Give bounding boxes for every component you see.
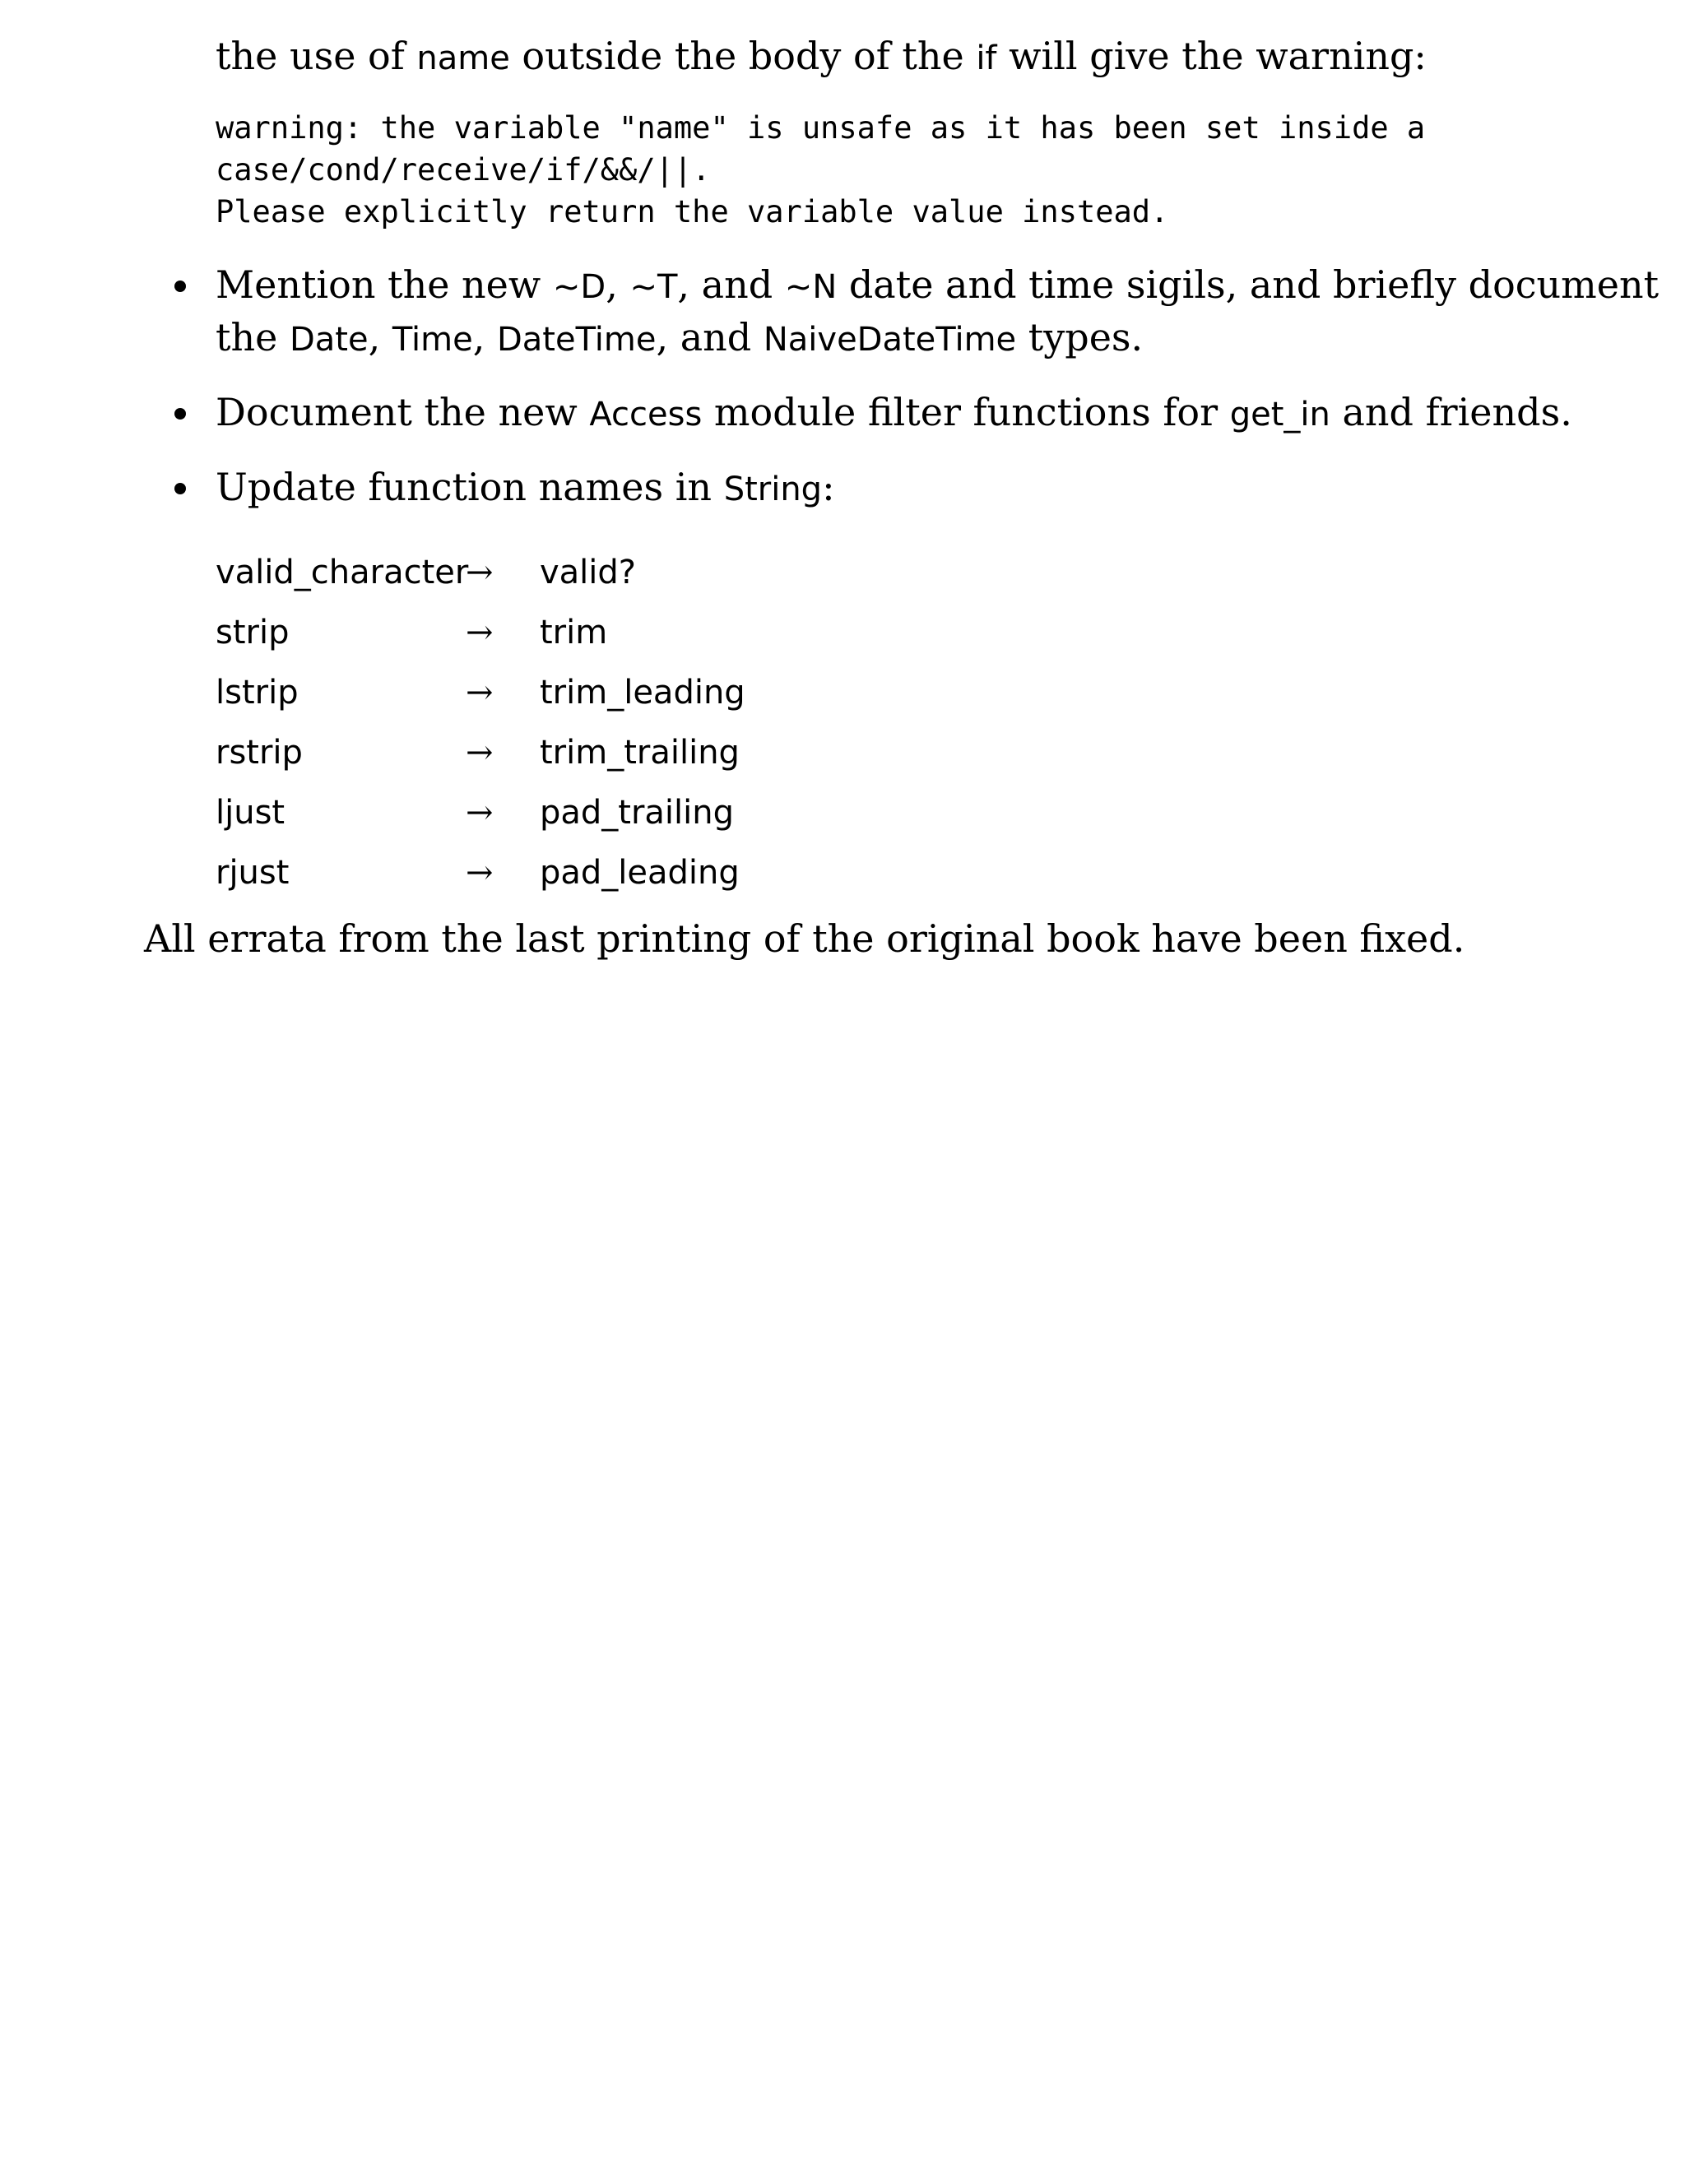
inline-code-naivedatetime: NaiveDateTime [763, 321, 1017, 359]
new-function-name: trim_trailing [540, 734, 740, 772]
old-function-name: strip [216, 614, 290, 651]
right-arrow-icon: → [466, 554, 494, 591]
bullet-1-line-2 [216, 311, 1143, 366]
b2-text-3: and friends. [1330, 390, 1572, 434]
b2-text-1: Document the new [216, 390, 590, 434]
old-function-name: lstrip [216, 674, 299, 712]
b1-l2-text-1: the [216, 315, 290, 359]
intro-text-1: the use of [216, 34, 417, 78]
inline-code-sigil-n: ~N [784, 268, 838, 306]
inline-code-if: if [976, 39, 997, 77]
b1-text-3: , and [677, 262, 785, 307]
b1-text-1: Mention the new [216, 262, 553, 307]
new-function-name: trim_leading [540, 674, 745, 712]
closing-paragraph: All errata from the last printing of the original book have been fixed. [144, 916, 1465, 961]
right-arrow-icon: → [466, 674, 494, 712]
new-function-name: pad_leading [540, 854, 740, 892]
bullet-dot-1 [174, 281, 186, 292]
inline-code-date: Date [289, 321, 369, 359]
new-function-name: trim [540, 614, 608, 651]
old-function-name: ljust [216, 794, 285, 832]
b1-text-2: , [606, 262, 630, 307]
intro-paragraph [216, 30, 1427, 85]
b1-text-4: date and time sigils, and briefly document [837, 262, 1659, 307]
inline-code-access: Access [589, 396, 703, 434]
bullet-3 [216, 461, 835, 516]
b2-text-2: module filter functions for [702, 390, 1230, 434]
bullet-2 [216, 386, 1572, 441]
warning-code-block: warning: the variable "name" is unsafe as it has been set inside a case/cond/receive/if/&&/||. Please explicitly return the variable value instead. [216, 110, 1426, 230]
right-arrow-icon: → [466, 734, 494, 772]
inline-code-datetime: DateTime [496, 321, 657, 359]
inline-code-name: name [416, 39, 510, 77]
b1-l2-text-2: , [368, 315, 392, 359]
bullet-dot-2 [174, 408, 186, 420]
b1-l2-text-4: , and [656, 315, 764, 359]
b1-l2-text-5: types. [1016, 315, 1144, 359]
b3-text-1: Update function names in [216, 465, 724, 509]
new-function-name: valid? [540, 554, 637, 591]
inline-code-time: Time [392, 321, 473, 359]
right-arrow-icon: → [466, 794, 494, 832]
intro-text-2: outside the body of the [509, 34, 977, 78]
bullet-1-line-1 [216, 258, 1659, 313]
b1-l2-text-3: , [472, 315, 497, 359]
bullet-dot-3 [174, 483, 186, 494]
new-function-name: pad_trailing [540, 794, 735, 832]
inline-code-sigil-t: ~T [629, 268, 678, 306]
b3-text-2: : [822, 465, 835, 509]
right-arrow-icon: → [466, 614, 494, 651]
old-function-name: valid_character [216, 554, 469, 591]
inline-code-get-in: get_in [1229, 396, 1330, 434]
inline-code-string: String [723, 471, 823, 508]
right-arrow-icon: → [466, 854, 494, 892]
intro-text-3: will give the warning: [996, 34, 1427, 78]
old-function-name: rjust [216, 854, 290, 892]
inline-code-sigil-d: ~D [552, 268, 606, 306]
old-function-name: rstrip [216, 734, 303, 772]
